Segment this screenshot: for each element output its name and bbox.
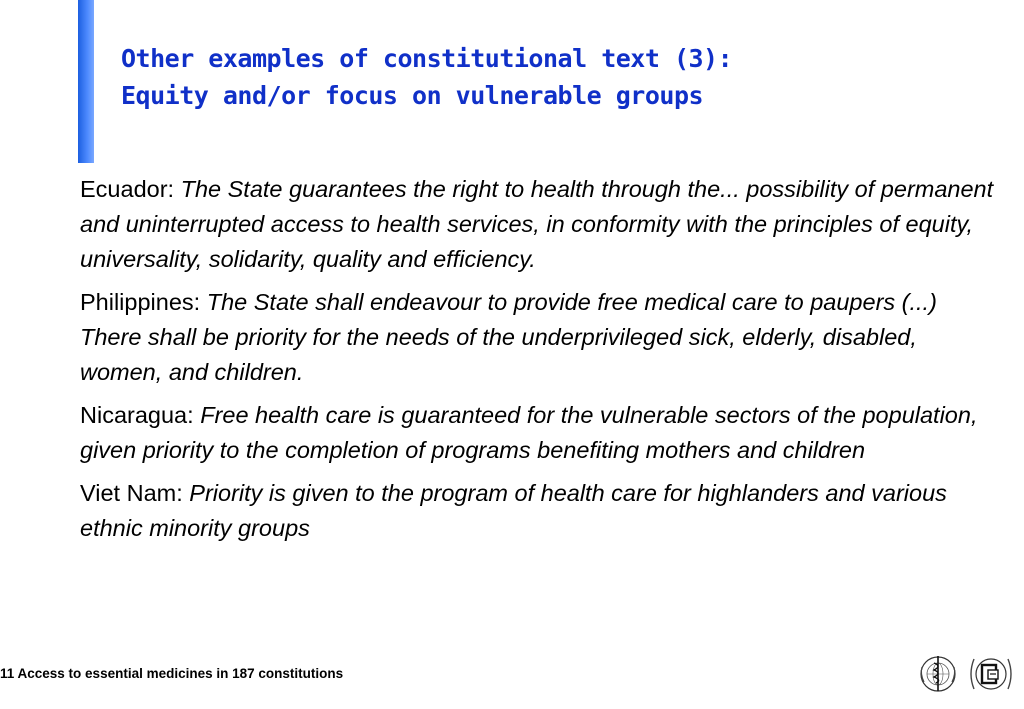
- logo-group: [916, 653, 1016, 695]
- who-emblem-icon: [921, 656, 955, 691]
- country-label: Ecuador:: [80, 176, 175, 202]
- entry-ecuador: [80, 172, 1000, 277]
- constitution-quote: The State guarantees the right to health through the... possibility of permanent and uninterrupted access to health services, in conformity with the principles of equity, universality, solidarity, quality and efficiency.: [80, 176, 994, 272]
- constitution-quote: Priority is given to the program of health care for highlanders and various ethnic minority groups: [80, 480, 947, 541]
- country-label: Philippines:: [80, 289, 201, 315]
- slide-body: [80, 172, 1000, 554]
- title-line-2: Equity and/or focus on vulnerable groups: [121, 81, 704, 110]
- slide-title: [121, 40, 981, 114]
- constitution-quote: Free health care is guaranteed for the vulnerable sectors of the population, given priority to the completion of programs benefiting mothers and children: [80, 402, 978, 463]
- entry-philippines: [80, 285, 1000, 390]
- title-line-1: Other examples of constitutional text (3):: [121, 44, 733, 73]
- slide-footer: 11 Access to essential medicines in 187 constitutions: [0, 666, 344, 681]
- country-label: Nicaragua:: [80, 402, 194, 428]
- constitution-quote: The State shall endeavour to provide free medical care to paupers (...) There shall be priority for the needs of the underprivileged sick, elderly, disabled, women, and children.: [80, 289, 937, 385]
- accent-bar: [78, 0, 94, 163]
- country-label: Viet Nam:: [80, 480, 183, 506]
- entry-viet-nam: [80, 476, 1000, 546]
- institution-emblem-icon: [971, 659, 1011, 689]
- entry-nicaragua: [80, 398, 1000, 468]
